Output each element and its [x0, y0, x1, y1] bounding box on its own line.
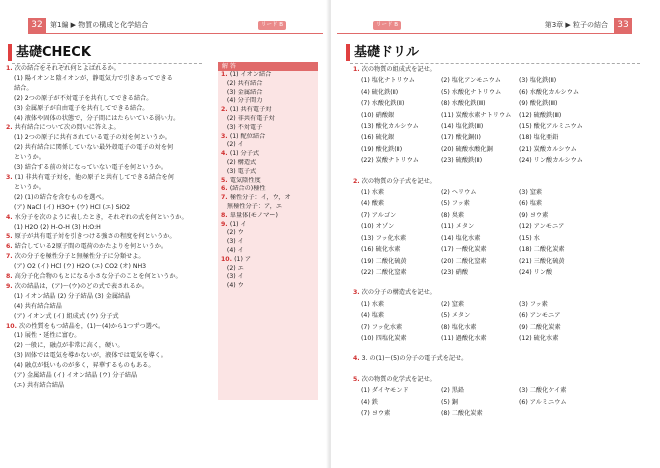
answer-text: (4) イ: [226, 246, 244, 254]
drill-item: (17) 酸化銅(Ⅰ): [441, 134, 481, 142]
drill-question-row: [353, 287, 653, 298]
drill-item: (7) 水酸化鉄(Ⅱ): [361, 100, 405, 108]
drill-item: (15) 水: [519, 234, 540, 242]
question-subitem: (4) 融点が低いものが多く，昇華するものもある。: [14, 362, 155, 370]
question-subitem: (ア) NaCl (イ) H3O+ (ウ) HCl (エ) SiO2: [14, 203, 131, 211]
drill-item: (18) 二酸化炭素: [519, 246, 565, 254]
answer-text: (3) 電子式: [226, 167, 257, 175]
drill-item: (11) 過酸化水素: [441, 334, 487, 342]
drill-number: 1.: [353, 66, 360, 73]
question-subitem: (2) 一般に，融点が非常に高く，硬い。: [14, 342, 124, 350]
chapter-title: 第3章 ▶ 粒子の結合: [544, 21, 608, 29]
drill-item: (2) 窒素: [441, 300, 465, 308]
drill-item: (10) オゾン: [361, 223, 395, 231]
question-subitem: (4) 共有結合結晶: [14, 302, 62, 310]
question-text: 結合している2原子間の電荷のかたよりを何というか。: [14, 243, 168, 251]
answer-row: [218, 133, 318, 142]
question-row: [6, 173, 214, 183]
drill-item: (1) 水素: [361, 189, 385, 197]
question-number: 7.: [6, 253, 13, 261]
drill-item: (20) 二酸化窒素: [441, 257, 487, 265]
question-text: 次の結合をそれぞれ何とよばれるか。: [14, 65, 120, 72]
answer-row: [218, 229, 318, 238]
question-subitem: (ア) O2 (イ) HCl (ウ) H2O (エ) CO2 (オ) NH3: [14, 263, 147, 271]
drill-item: (19) 二酸化硫黄: [361, 257, 407, 265]
drill-item: (5) メタン: [441, 312, 471, 320]
drill-item: (8) 水酸化鉄(Ⅲ): [441, 100, 486, 108]
question-number: 2.: [6, 124, 13, 132]
question-subitem: (1) 展性・延性に富む。: [14, 332, 81, 340]
answer-text: (2) イ: [226, 141, 244, 149]
question-subitem: (エ) 共有結合結晶: [14, 382, 65, 389]
question-row: [6, 322, 214, 332]
answer-row: [218, 177, 318, 186]
answer-text: (1) 分子式: [229, 150, 260, 158]
drill-item: (22) 二酸化窒素: [361, 268, 407, 276]
answer-number: 4.: [221, 150, 230, 158]
drill-item: [519, 408, 609, 419]
drill-number: 3.: [353, 289, 360, 297]
section-title: 基礎CHECK: [16, 45, 91, 60]
right-header: [331, 18, 660, 33]
answer-row: [218, 71, 318, 80]
answer-row: [218, 185, 318, 194]
question-subitem: (4) 液体や固体の状態で，分子間にはたらいている弱い力。: [14, 114, 180, 122]
question-subitem: (3) 結合する前の対になっていない電子を何というか。: [14, 164, 168, 172]
right-page: [331, 0, 660, 468]
drill-text: 次の分子の構造式を記せ。: [361, 289, 436, 297]
chapter-title: 第1編 ▶ 物質の構成と化学結合: [50, 21, 149, 29]
question-subitem: というか。: [14, 183, 45, 191]
drill-item: (5) フッ素: [441, 200, 470, 208]
drill-item: (8) 塩化水素: [441, 323, 477, 331]
answer-text: 無極性分子：ア，エ: [226, 202, 283, 210]
answer-text: (1) イ: [229, 220, 247, 228]
drill-item: (5) 水酸化ナトリウム: [441, 88, 502, 96]
question-number: 8.: [6, 273, 13, 281]
answer-row: [218, 141, 318, 150]
drill-item: (3) 窒素: [519, 189, 543, 197]
drill-item: (3) 塩化鉄(Ⅱ): [519, 77, 557, 85]
answer-text: (2) 構造式: [226, 158, 257, 166]
answer-text: (4) ウ: [226, 282, 244, 290]
drill-item: (11) メタン: [441, 223, 475, 231]
question-number: 10.: [6, 322, 17, 330]
drill-question-row: [353, 353, 653, 364]
section-gap: [353, 167, 653, 176]
drill-item: (7) アルゴン: [361, 211, 397, 219]
drill-number: 4.: [353, 355, 360, 363]
answer-row: [218, 212, 318, 221]
drill-questions: [353, 64, 653, 428]
drill-item: (4) 硫化鉄(Ⅱ): [361, 88, 399, 96]
question-row: [6, 282, 214, 292]
question-text: 原子が共有電子対を引きつける強さの程度を何というか。: [14, 233, 176, 241]
question-subitem: (2) (1)の結合を含むものを選べ。: [14, 193, 108, 201]
answer-number: 8.: [221, 211, 230, 219]
drill-item: (24) リン酸カルシウム: [519, 157, 583, 165]
answer-number: 6.: [221, 185, 230, 193]
drill-item: (7) ヨウ素: [361, 409, 391, 417]
drill-question-row: [353, 64, 653, 75]
question-row: [6, 272, 214, 282]
question-text: 次の分子を極性分子と無極性分子に分類せよ。: [14, 253, 145, 261]
answer-text: (2) エ: [226, 264, 244, 272]
answers-box: [218, 62, 318, 400]
drill-item: (9) 酸化鉄(Ⅲ): [519, 100, 558, 108]
answer-text: (2) ウ: [226, 229, 244, 237]
answer-text: 電気陰性度: [229, 176, 261, 184]
answer-text: (4) 分子間力: [226, 97, 263, 105]
lead-badge: リード B: [258, 21, 286, 30]
drill-item: (6) アンモニア: [519, 312, 561, 320]
answer-row: [218, 256, 318, 265]
question-subitem: (1) 陽イオンと陰イオンが，静電気力で引きあってできる: [14, 74, 173, 82]
answer-row: [218, 106, 318, 115]
question-text: 共有結合について次の問いに答えよ。: [14, 124, 120, 132]
check-questions: [6, 64, 214, 391]
drill-item: (16) 硫化水素: [361, 246, 401, 254]
drill-item: (23) 硫酸鉄(Ⅱ): [441, 157, 483, 165]
answer-text: (3) 金属結合: [226, 88, 263, 96]
section-title: 基礎ドリル: [354, 45, 420, 60]
question-subitem: 結合。: [14, 84, 33, 92]
answer-row: [218, 238, 318, 247]
question-number: 3.: [6, 173, 13, 181]
answer-number: 2.: [221, 106, 230, 114]
answer-row: [218, 159, 318, 168]
drill-item: (8) 二酸化炭素: [441, 409, 483, 417]
drill-item: (6) 水酸化カルシウム: [519, 88, 580, 96]
drill-text: 次の物質の化学式を記せ。: [361, 375, 436, 383]
question-number: 9.: [6, 282, 13, 290]
drill-item: (20) 硫酸水酸化銅: [441, 145, 493, 153]
question-number: 1.: [6, 65, 13, 72]
question-text: (1) 非共有電子対を，他の原子と共有してできる結合を何: [14, 173, 174, 181]
question-row: [6, 213, 214, 223]
header-rule: [337, 33, 632, 34]
drill-item: (21) 三酸化硫黄: [519, 257, 565, 265]
drill-item: (2) 塩化アンモニウム: [441, 77, 501, 85]
answer-row: [218, 203, 318, 212]
page-number: 33: [614, 18, 632, 33]
drill-item: (4) 塩素: [361, 312, 385, 320]
question-subitem: (ア) 金属結晶 (イ) イオン結晶 (ウ) 分子結晶: [14, 372, 138, 380]
drill-item: (24) リン酸: [519, 268, 553, 276]
drill-items-grid: [353, 299, 653, 345]
answer-text: (1) ア: [234, 255, 252, 263]
answer-text: (3) イ: [226, 238, 244, 246]
section-gap: [353, 365, 653, 374]
answer-row: [218, 194, 318, 203]
question-subitem: (3) 金属原子が自由電子を共有してできる結合。: [14, 104, 149, 112]
drill-item: (9) ヨウ素: [519, 211, 549, 219]
drill-item: (13) 酸化カルシウム: [361, 123, 419, 131]
answer-number: 10.: [221, 255, 235, 263]
answers-header: 解 答: [218, 62, 318, 71]
lead-badge: リード B: [373, 21, 401, 30]
header-rule: [28, 33, 323, 34]
question-subitem: (1) 2つの原子に共有されている電子の対を何というか。: [14, 134, 171, 142]
answer-row: [218, 80, 318, 89]
drill-text: 次の物質の分子式を記せ。: [361, 177, 436, 185]
section-gap: [353, 278, 653, 287]
drill-text: 次の物質の組成式を記せ。: [361, 66, 436, 73]
drill-item: (2) ヘリウム: [441, 189, 477, 197]
drill-item: (4) 鉄: [361, 398, 378, 406]
answer-row: [218, 168, 318, 177]
drill-items-grid: [353, 385, 653, 419]
drill-item: (1) 水素: [361, 300, 385, 308]
drill-number: 2.: [353, 177, 360, 185]
question-subitem: (2) 2つの原子が不対電子を共有してできる結合。: [14, 94, 153, 102]
drill-item: (8) 臭素: [441, 211, 465, 219]
answer-text: (1) イオン結合: [229, 71, 272, 78]
drill-item: (3) 二酸化ケイ素: [519, 387, 567, 395]
answer-row: [218, 273, 318, 282]
drill-text: 3. の(1)〜(5)の分子の電子式を記せ。: [361, 355, 468, 363]
answer-text: (1) 共有電子対: [229, 106, 272, 114]
answer-number: 1.: [221, 71, 230, 78]
answer-text: (2) 共有結合: [226, 79, 263, 87]
drill-item: (10) 硝酸銀: [361, 111, 395, 119]
answer-number: 9.: [221, 220, 230, 228]
drill-items-grid: [353, 187, 653, 278]
drill-item: (12) 硫化水素: [519, 334, 559, 342]
question-text: 次の結晶は，(ア)〜(ウ)のどの式で表されるか。: [14, 282, 149, 290]
drill-item: (18) 塩化亜鉛: [519, 134, 559, 142]
question-subitem: というか。: [14, 154, 45, 162]
answer-text: (3) イ: [226, 273, 244, 281]
drill-item: (9) 二酸化炭素: [519, 323, 561, 331]
question-row: [6, 242, 214, 252]
answer-text: 極性分子：イ，ウ，オ: [229, 194, 291, 202]
drill-item: (21) 炭酸カルシウム: [519, 145, 577, 153]
answer-text: 単量体(モノマー): [229, 211, 278, 219]
drill-item: (7) フッ化水素: [361, 323, 403, 331]
question-text: 次の性質をもつ結晶を，(1)〜(4)から1つずつ選べ。: [18, 322, 165, 330]
section-gap: [353, 344, 653, 353]
drill-item: (6) アルミニウム: [519, 398, 567, 406]
answer-row: [218, 89, 318, 98]
answer-number: 3.: [221, 132, 230, 140]
answer-text: (1) 配位結合: [229, 132, 266, 140]
drill-item: (23) 硝酸: [441, 268, 469, 276]
answer-row: [218, 282, 318, 291]
drill-item: (14) 塩化鉄(Ⅲ): [441, 123, 484, 131]
drill-item: (1) ダイヤモンド: [361, 387, 409, 395]
drill-question-row: [353, 374, 653, 385]
question-text: 水分子を次のように表したとき，それぞれの式を何というか。: [14, 213, 188, 221]
answer-row: [218, 124, 318, 133]
question-row: [6, 123, 214, 133]
question-number: 6.: [6, 243, 13, 251]
drill-item: (17) 一酸化炭素: [441, 246, 487, 254]
drill-item: (11) 炭酸水素ナトリウム: [441, 111, 512, 119]
answer-row: [218, 265, 318, 274]
answer-text: (2) 非共有電子対: [226, 114, 275, 122]
drill-item: (16) 硫化銀: [361, 134, 395, 142]
question-text: 高分子化合物のもとになる小さな分子のことを何というか。: [14, 273, 182, 281]
drill-item: (5) 銅: [441, 398, 458, 406]
drill-item: (12) 硫酸鉄(Ⅲ): [519, 111, 562, 119]
answer-row: [218, 97, 318, 106]
section-title-bar: [8, 44, 202, 61]
drill-item: (22) 炭酸ナトリウム: [361, 157, 419, 165]
question-subitem: (3) 固体では電気を導かないが，液体では電気を導く。: [14, 352, 167, 360]
question-subitem: (ア) イオン式 (イ) 組成式 (ウ) 分子式: [14, 312, 119, 320]
drill-item: (15) 酸化アルミニウム: [519, 123, 583, 131]
drill-item: (10) 四塩化炭素: [361, 334, 407, 342]
drill-item: (4) 酸素: [361, 200, 385, 208]
answer-row: [218, 115, 318, 124]
drill-item: (13) フッ化水素: [361, 234, 407, 242]
drill-item: (2) 黒鉛: [441, 387, 465, 395]
section-title-bar: [346, 44, 640, 61]
answer-number: 5.: [221, 176, 230, 184]
answer-row: [218, 221, 318, 230]
answer-text: (3) 不対電子: [226, 123, 263, 131]
answers-list: [218, 71, 318, 291]
question-number: 5.: [6, 233, 13, 241]
answer-number: 7.: [221, 194, 230, 202]
section-gap: [353, 419, 653, 428]
question-subitem: (2) 共有結合に関係していない最外殻電子の電子の対を何: [14, 144, 174, 152]
drill-item: (6) 塩素: [519, 200, 543, 208]
drill-item: (3) フッ素: [519, 300, 548, 308]
question-subitem: (1) H2O (2) H-O-H (3) H:O:H: [14, 223, 101, 231]
answer-text: (結合の)極性: [229, 185, 266, 193]
left-header: [0, 18, 329, 33]
question-subitem: (1) イオン結晶 (2) 分子結晶 (3) 金属結晶: [14, 292, 131, 300]
drill-number: 5.: [353, 375, 360, 383]
question-row: [6, 252, 214, 262]
question-row: [6, 232, 214, 242]
answer-row: [218, 247, 318, 256]
question-number: 4.: [6, 213, 13, 221]
drill-items-grid: [353, 75, 653, 166]
answer-row: [218, 150, 318, 159]
drill-item: (1) 塩化ナトリウム: [361, 77, 415, 85]
drill-item: (12) アンモニア: [519, 223, 565, 231]
drill-item: (14) 塩化水素: [441, 234, 481, 242]
drill-item: (19) 酸化鉄(Ⅱ): [361, 145, 403, 153]
drill-question-row: [353, 176, 653, 187]
question-row: [6, 64, 214, 74]
page-number: 32: [28, 18, 46, 33]
